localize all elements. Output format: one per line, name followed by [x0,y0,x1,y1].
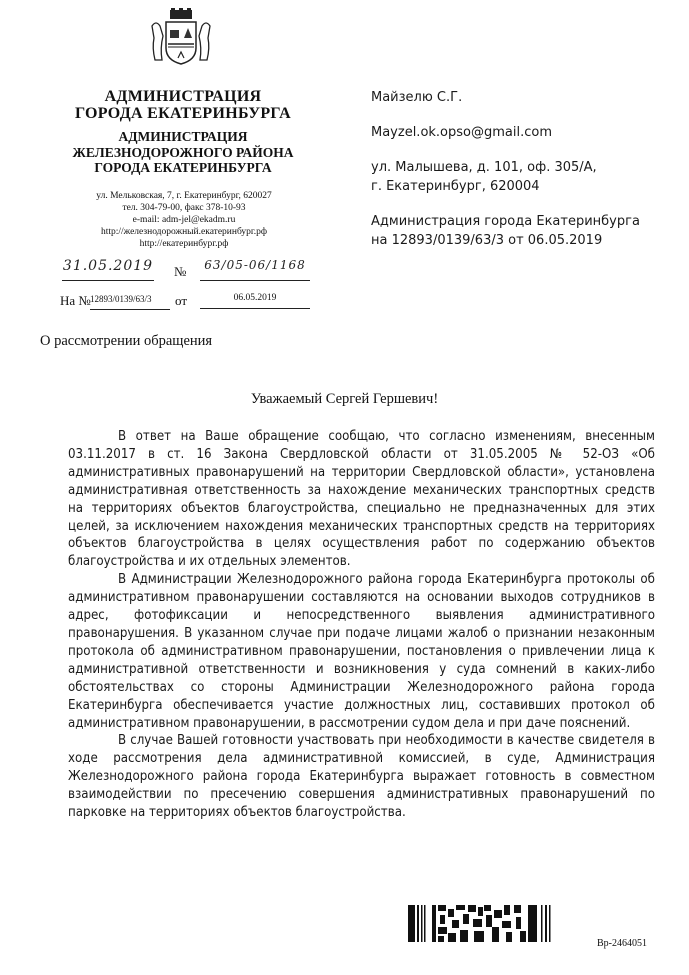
from-label: от [175,293,188,308]
recipient-block [371,88,671,266]
number-label: № [174,264,187,279]
org-contacts [66,190,302,250]
recipient-address-line1: ул. Малышева, д. 101, оф. 305/А, [371,160,597,175]
org-title-line: ГОРОДА ЕКАТЕРИНБУРГА [74,105,292,122]
body-paragraph: В случае Вашей готовности участвовать при необходимости в качестве свидетеля в ходе рассмотрения дела административной комиссией, в суде, Администрация Железнодорожного района города Екатеринбурга выражает готовность в совместном взаимодействии по пресечению совершения административных правонарушений по парковке на территориях объектов благоустройства. [68,733,655,821]
dept-title-line: ЖЕЛЕЗНОДОРОЖНОГО РАЙОНА [72,144,294,160]
registration-number: 63/05-06/1168 [200,258,310,281]
letter-body [68,428,655,822]
letter-greeting: Уважаемый Сергей Гершевич! [250,391,439,407]
registration-block [60,258,310,318]
org-address: ул. Мельковская, 7, г. Екатеринбург, 620027 [96,191,272,201]
recipient-address-line2: г. Екатеринбург, 620004 [371,179,540,194]
org-title-line: АДМИНИСТРАЦИЯ [104,88,262,105]
dept-title-line: ГОРОДА ЕКАТЕРИНБУРГА [94,160,272,175]
dept-title-line: АДМИНИСТРАЦИЯ [118,129,248,144]
pdf417-barcode-icon [408,905,568,942]
recipient-ref-line1: Администрация города Екатеринбурга [371,214,640,229]
reply-to-number: 12893/0139/63/3 [90,294,170,310]
recipient-ref-line2: на 12893/0139/63/3 от 06.05.2019 [371,233,603,248]
document-number: Вр-2464051 [597,938,647,949]
body-paragraph: В ответ на Ваше обращение сообщаю, что согласно изменениям, внесенным 03.11.2017 в ст. 16 Закона Свердловской области от 31.05.2005 № 52-ОЗ «Об административных правонарушений на территории Свердловской области», установлена административная ответственность за нахождение механических транспортных средств на территориях объектов благоустройства, специально не предназначенных для этих целей, за исключением нахождения механических транспортных средств на территориях объектов благоустройства в целях осуществления работ по содержанию объектов благоустройства и их отдельных элементов. [68,429,655,570]
org-website-city: http://екатеринбург.рф [139,239,229,249]
org-website-district: http://железнодорожный.екатеринбург.рф [100,227,268,237]
coat-of-arms-icon [146,8,216,68]
org-email: e-mail: adm-jel@ekadm.ru [132,215,236,225]
letter-subject: О рассмотрении обращения [40,333,213,349]
org-title [60,88,306,122]
body-paragraph: В Администрации Железнодорожного района города Екатеринбурга протоколы об административном правонарушении составляются на основании выходов сотрудников в адрес, фотофиксации и непосредственного выявления административного правонарушения. В указанном случае при подаче лицами жалоб о признании незаконным протокола об административном правонарушении, постановления о привлечении лица к административной ответственности и возникновения у суда сомнений в каких-либо обстоятельствах со стороны Администрации Железнодорожного района города Екатеринбурга обеспечивается участие должностных лиц, составивших протокол об административном правонарушении, в рассмотрении судом дела и при даче пояснений. [68,572,655,731]
reply-to-date: 06.05.2019 [200,293,310,309]
org-phone: тел. 304-79-00, факс 378-10-93 [122,203,246,213]
dept-title [60,129,306,176]
recipient-email: Mayzel.ok.opso@gmail.com [371,125,552,140]
recipient-name: Майзелю С.Г. [371,90,463,105]
reply-to-label: На № [60,293,91,308]
registration-date: 31.05.2019 [62,258,154,281]
